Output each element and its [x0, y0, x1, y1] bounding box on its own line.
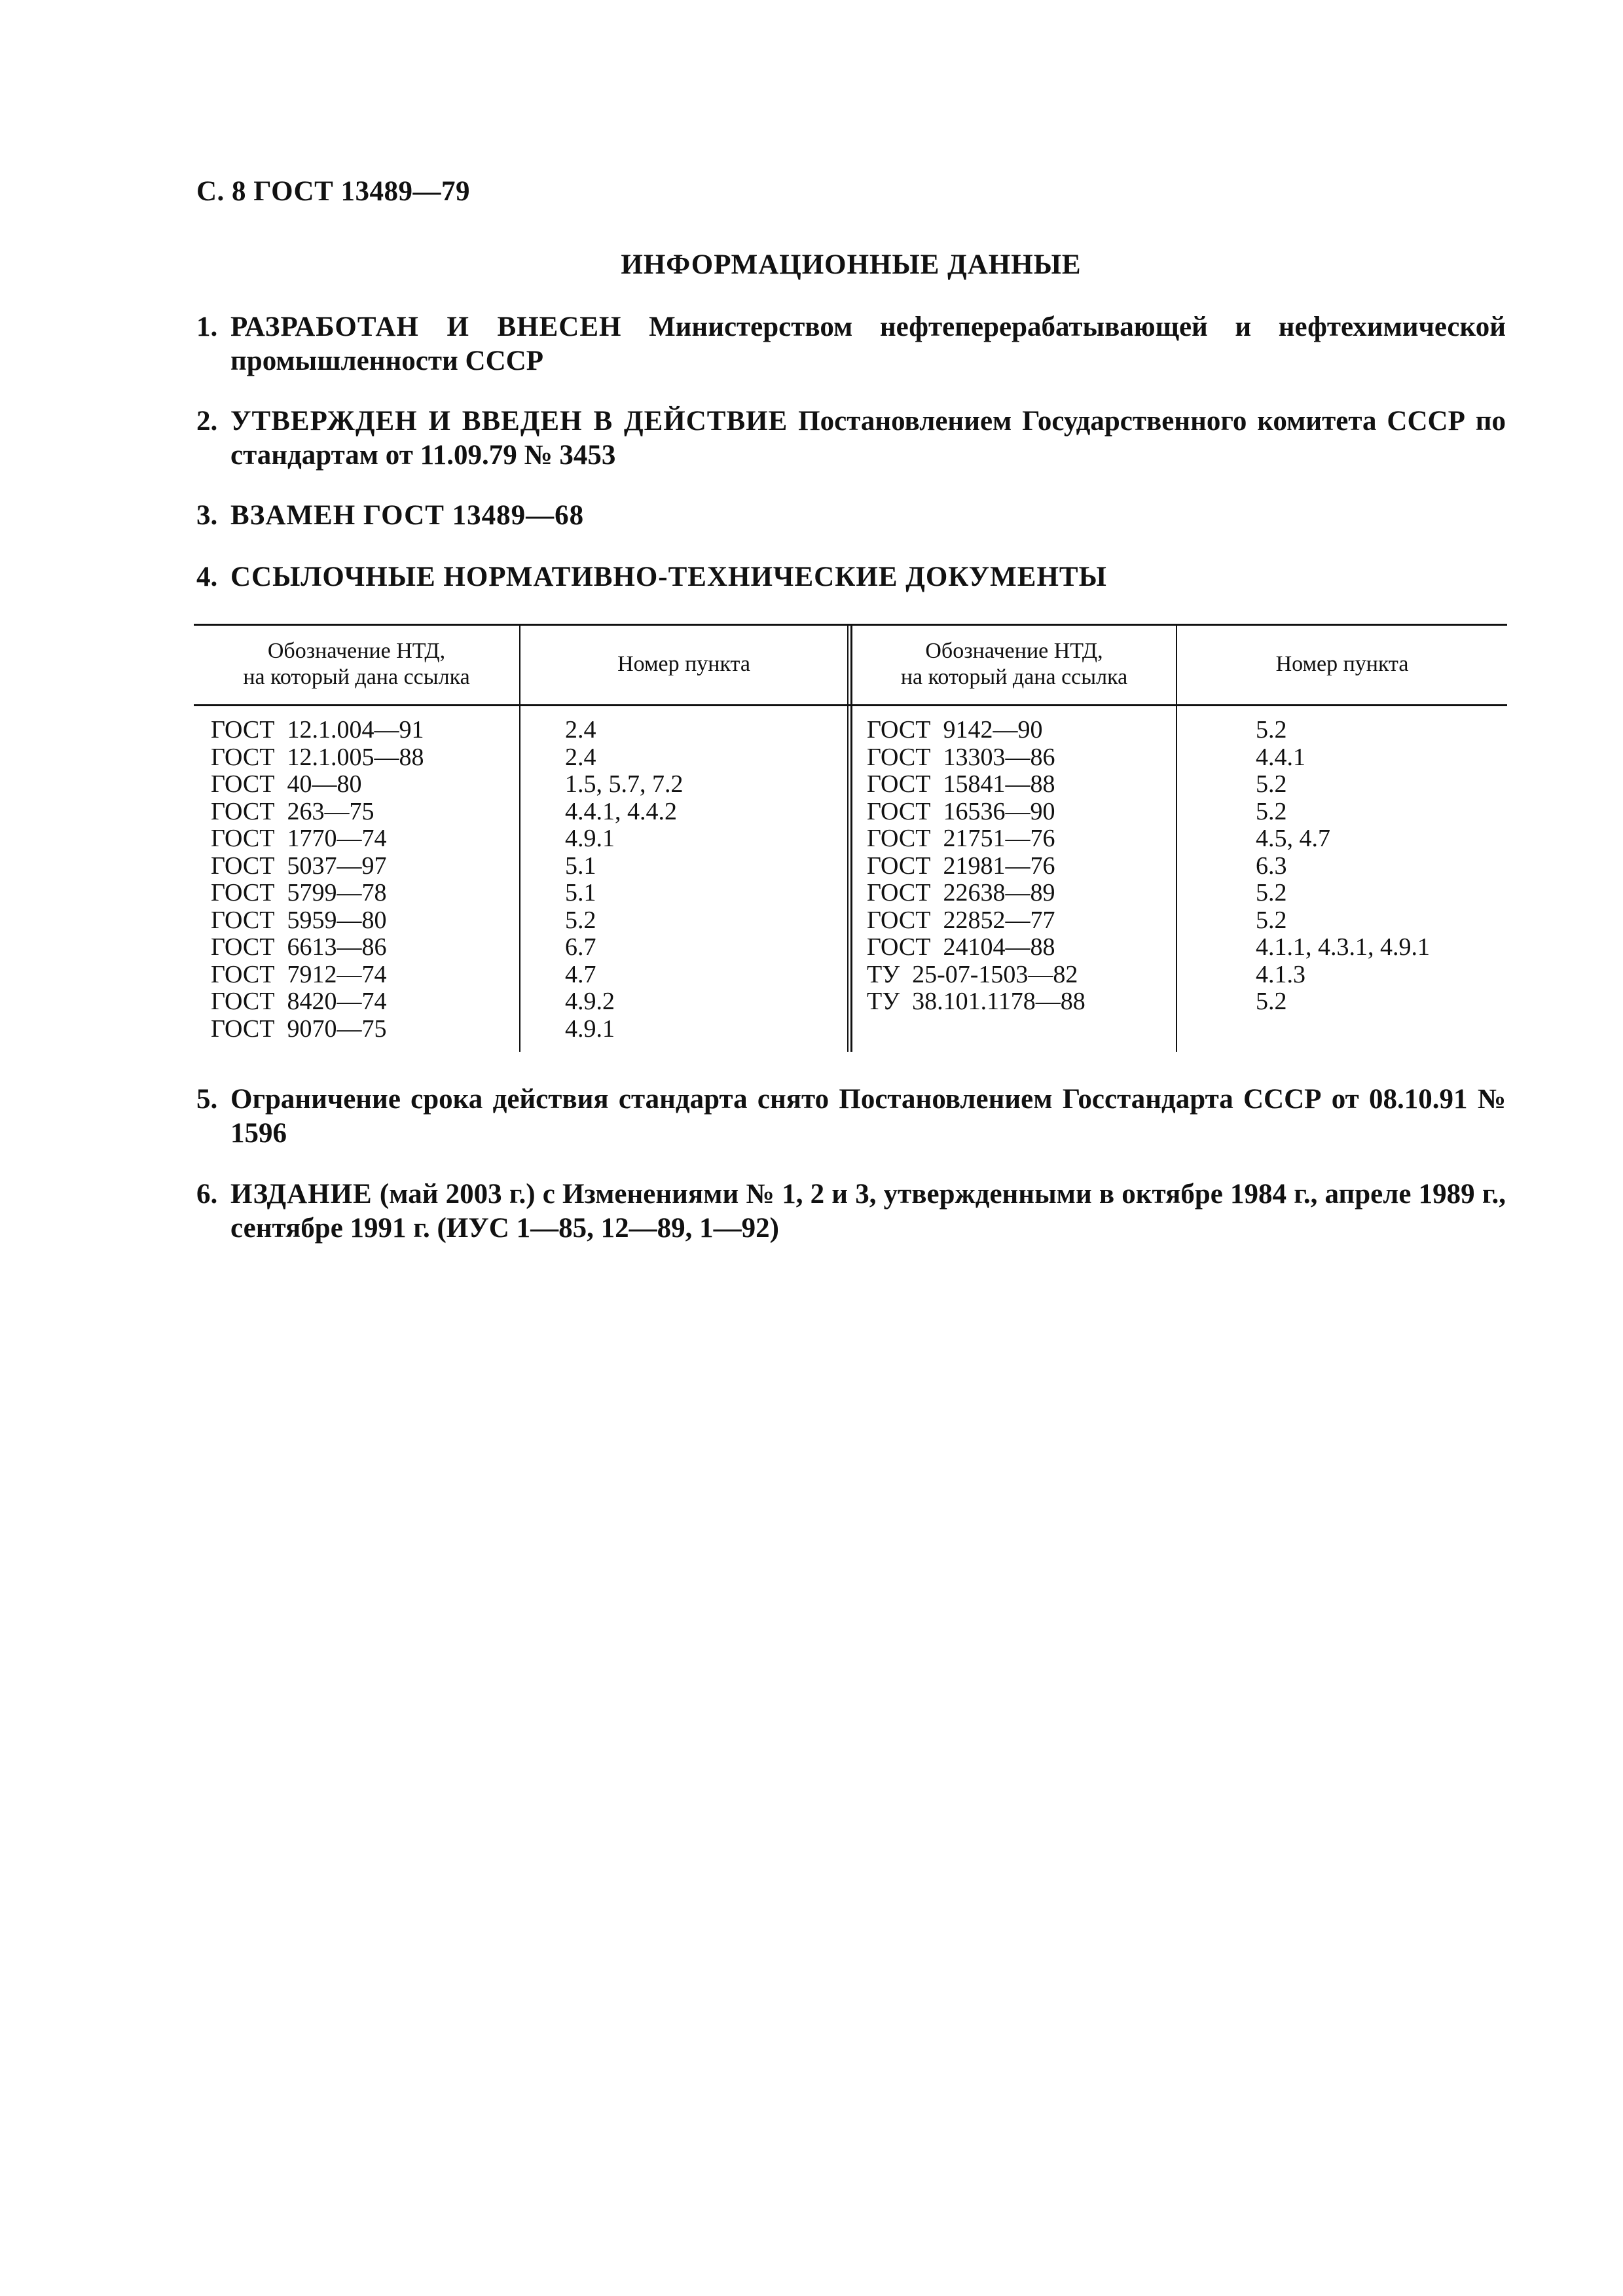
reference-document: ГОСТ 24104—88 — [867, 933, 1055, 961]
reference-document: ГОСТ 9070—75 — [211, 1014, 387, 1043]
reference-document: ГОСТ 7912—74 — [211, 960, 387, 988]
info-item-4 — [196, 560, 1506, 594]
reference-documents-table — [194, 624, 1507, 1052]
info-item-2 — [196, 404, 1506, 473]
clause-number: 1.5, 5.7, 7.2 — [565, 770, 684, 798]
header-line: Обозначение НТД, — [267, 638, 446, 663]
item-text: (май 2003 г.) с Изменениями № 1, 2 и 3, утвержденными в октябре 1984 г., апреле 1989 г., сентябре 1991 г. (ИУС 1—85, 12—89, 1—92) — [230, 1179, 1506, 1244]
left-clause-column — [565, 717, 684, 1043]
clause-number: 5.2 — [565, 906, 596, 934]
clause-number: 6.7 — [565, 933, 596, 961]
reference-document: ТУ 25-07-1503—82 — [867, 960, 1078, 988]
reference-document: ГОСТ 1770—74 — [211, 825, 387, 852]
reference-document: ГОСТ 15841—88 — [867, 770, 1055, 798]
info-item-5 — [196, 1083, 1506, 1151]
header-clause-right: Номер пункта — [1275, 651, 1409, 676]
item-lead: ИЗДАНИЕ — [230, 1179, 373, 1210]
clause-number: 2.4 — [565, 743, 596, 771]
item-lead: ССЫЛОЧНЫЕ НОРМАТИВНО-ТЕХНИЧЕСКИЕ ДОКУМЕНТЫ — [230, 562, 1107, 592]
clause-number: 4.9.2 — [565, 988, 615, 1015]
clause-number: 5.2 — [1256, 906, 1287, 934]
clause-number: 4.9.1 — [565, 1014, 615, 1043]
item-number: 4. — [196, 562, 218, 592]
reference-document: ГОСТ 12.1.004—91 — [211, 716, 424, 744]
right-designation-column — [867, 717, 1085, 1016]
reference-document: ГОСТ 5959—80 — [211, 906, 387, 934]
item-text: Ограничение срока действия стандарта снято Постановлением Госстандарта СССР от 08.10.91 № 1596 — [230, 1084, 1506, 1149]
item-number: 3. — [196, 500, 218, 531]
reference-document: ГОСТ 6613—86 — [211, 933, 387, 961]
info-item-1 — [196, 310, 1506, 378]
item-number: 2. — [196, 406, 218, 437]
item-number: 1. — [196, 312, 218, 342]
header-designation-left — [194, 624, 519, 704]
info-item-6 — [196, 1177, 1506, 1246]
clause-number: 4.5, 4.7 — [1256, 825, 1330, 852]
document-title: ИНФОРМАЦИОННЫЕ ДАННЫЕ — [621, 249, 1082, 280]
header-line: Обозначение НТД, — [925, 638, 1103, 663]
item-text: Министерством нефтеперерабатывающей и нефтехимической промышленности СССР — [230, 312, 1506, 376]
clause-number: 6.3 — [1256, 852, 1287, 880]
header-line: на который дана ссылка — [243, 664, 470, 689]
clause-number: 5.2 — [1256, 879, 1287, 906]
header-clause-left: Номер пункта — [617, 651, 750, 676]
center-double-divider — [847, 624, 852, 1052]
reference-document: ГОСТ 13303—86 — [867, 743, 1055, 771]
clause-number: 4.1.1, 4.3.1, 4.9.1 — [1256, 933, 1430, 961]
clause-number: 4.7 — [565, 960, 596, 988]
item-lead: РАЗРАБОТАН И ВНЕСЕН — [230, 312, 622, 342]
reference-document: ТУ 38.101.1178—88 — [867, 988, 1085, 1015]
reference-document: ГОСТ 9142—90 — [867, 716, 1043, 744]
clause-number: 4.4.1 — [1256, 743, 1305, 771]
reference-document: ГОСТ 22852—77 — [867, 906, 1055, 934]
page-header: С. 8 ГОСТ 13489—79 — [196, 176, 471, 207]
item-number: 6. — [196, 1179, 218, 1210]
header-designation-right — [852, 624, 1176, 704]
reference-document: ГОСТ 40—80 — [211, 770, 362, 798]
reference-document: ГОСТ 12.1.005—88 — [211, 743, 424, 771]
reference-document: ГОСТ 21751—76 — [867, 825, 1055, 852]
clause-number: 5.2 — [1256, 770, 1287, 798]
reference-document: ГОСТ 16536—90 — [867, 797, 1055, 825]
reference-document: ГОСТ 5037—97 — [211, 852, 387, 880]
item-lead: УТВЕРЖДЕН И ВВЕДЕН В ДЕЙСТВИЕ — [230, 406, 788, 437]
reference-document: ГОСТ 8420—74 — [211, 988, 387, 1015]
clause-number: 5.1 — [565, 852, 596, 880]
item-number: 5. — [196, 1084, 218, 1115]
clause-number: 5.1 — [565, 879, 596, 906]
item-text: Постановлением Государственного комитета СССР по стандартам от 11.09.79 № 3453 — [230, 406, 1506, 471]
clause-number: 5.2 — [1256, 988, 1287, 1015]
item-lead: ВЗАМЕН ГОСТ 13489—68 — [230, 500, 585, 531]
reference-document: ГОСТ 22638—89 — [867, 879, 1055, 906]
clause-number: 4.1.3 — [1256, 960, 1305, 988]
clause-number: 2.4 — [565, 716, 596, 744]
clause-number: 4.9.1 — [565, 825, 615, 852]
info-item-3 — [196, 499, 1506, 533]
clause-number: 5.2 — [1256, 716, 1287, 744]
right-clause-column — [1256, 717, 1430, 1016]
left-designation-column — [211, 717, 424, 1043]
reference-document: ГОСТ 21981—76 — [867, 852, 1055, 880]
clause-number: 4.4.1, 4.4.2 — [565, 797, 677, 825]
header-line: на который дана ссылка — [900, 664, 1128, 689]
reference-document: ГОСТ 263—75 — [211, 797, 374, 825]
reference-document: ГОСТ 5799—78 — [211, 879, 387, 906]
clause-number: 5.2 — [1256, 797, 1287, 825]
